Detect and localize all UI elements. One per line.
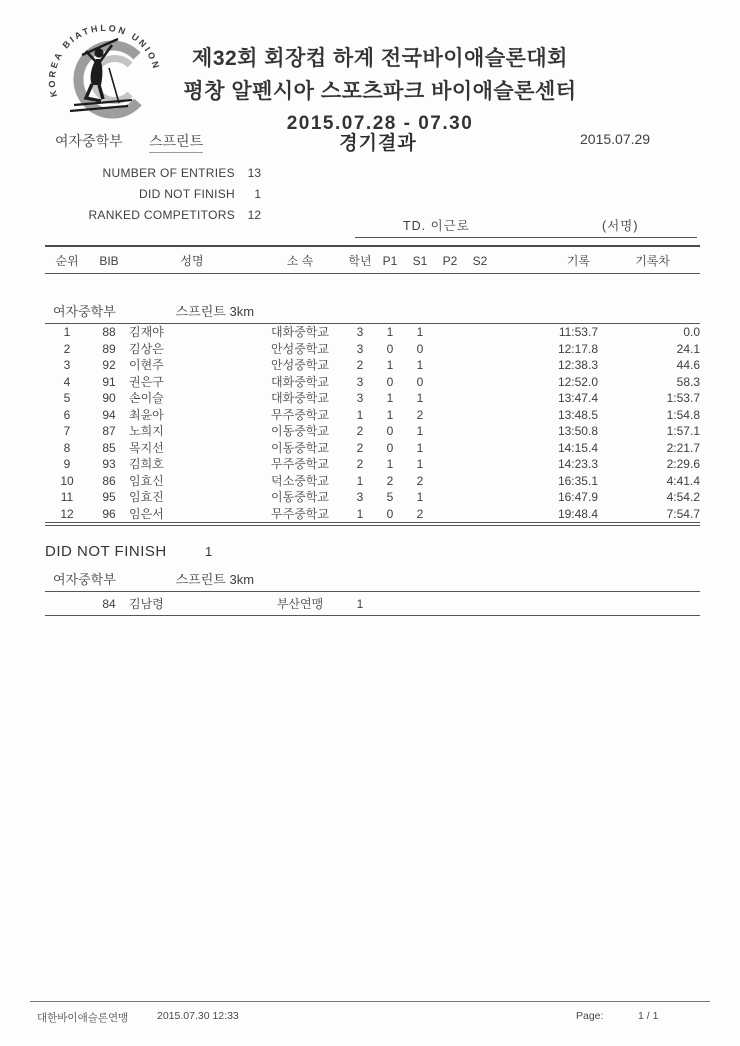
cell-diff: 1:54.8 [666, 407, 700, 422]
footer-print-timestamp: 2015.07.30 12:33 [157, 1010, 239, 1022]
cell-diff: 24.1 [676, 341, 700, 356]
cell-time [495, 592, 598, 616]
cell-p2 [435, 374, 465, 391]
cell-p1: 0 [386, 424, 394, 438]
table-row [45, 489, 700, 506]
cell-s1: 1 [416, 391, 424, 405]
cell-s1: 2 [416, 473, 424, 488]
cell-rank: 8 [63, 440, 71, 455]
cell-grade: 1 [356, 506, 364, 521]
cell-time: 12:38.3 [557, 358, 598, 372]
cell-grade: 1 [356, 473, 364, 488]
cell-bib: 89 [102, 341, 116, 356]
cell-rank: 12 [60, 506, 74, 521]
cell-team: 이동중학교 [271, 424, 329, 438]
dnf-section-division: 여자중학부 [53, 572, 116, 587]
footer-page-value: 1 / 1 [638, 1010, 659, 1022]
cell-p2 [435, 390, 465, 407]
cell-p2 [435, 456, 465, 473]
cell-rank: 5 [63, 391, 71, 405]
cell-p2 [435, 357, 465, 374]
table-row [45, 341, 700, 358]
cell-p1: 0 [386, 506, 394, 521]
table-row [45, 440, 700, 457]
cell-name: 임효신 [129, 473, 164, 488]
event-title: 제32회 회장컵 하계 전국바이애슬론대회 [192, 47, 568, 70]
cell-bib: 86 [102, 473, 116, 488]
cell-bib: 95 [102, 490, 116, 504]
cell-diff: 58.3 [676, 374, 700, 389]
results-table-body [45, 274, 700, 525]
table-row [45, 324, 700, 341]
cell-s1: 0 [416, 341, 424, 356]
cell-s2 [465, 324, 495, 341]
cell-p2 [435, 489, 465, 506]
cell-name: 김희호 [129, 457, 164, 471]
event-venue: 평창 알펜시아 스포츠파크 바이애슬론센터 [183, 80, 577, 103]
cell-bib: 96 [102, 506, 116, 521]
cell-s1: 1 [416, 490, 424, 504]
cell-grade: 3 [356, 490, 364, 504]
cell-p1 [375, 592, 405, 616]
cell-team: 무주중학교 [271, 407, 329, 422]
cell-p2 [435, 473, 465, 490]
cell-time: 14:23.3 [557, 457, 598, 471]
stat-entries [45, 163, 275, 184]
cell-name: 노희지 [129, 424, 164, 438]
stat-ranked-label: RANKED COMPETITORS [88, 208, 235, 222]
stat-dnf-value: 1 [254, 187, 261, 201]
footer-organization: 대한바이애슬론연맹 [37, 1012, 129, 1024]
cell-time: 16:35.1 [557, 473, 598, 488]
section-division: 여자중학부 [53, 304, 116, 319]
cell-p1: 0 [386, 440, 394, 455]
event-dates: 2015.07.28 - 07.30 [286, 113, 474, 134]
cell-team: 덕소중학교 [271, 473, 329, 488]
cell-name: 목지선 [129, 440, 164, 455]
cell-p1: 1 [386, 325, 394, 339]
col-bib: BIB [89, 246, 129, 274]
col-grade: 학년 [345, 246, 375, 274]
cell-p1: 1 [386, 407, 394, 422]
results-table [45, 245, 700, 526]
stat-ranked [45, 205, 275, 226]
cell-name: 권은구 [129, 374, 164, 389]
cell-bib: 84 [89, 592, 129, 616]
cell-s2 [465, 390, 495, 407]
cell-diff: 4:54.2 [666, 490, 700, 504]
stat-entries-label: NUMBER OF ENTRIES [102, 166, 235, 180]
cell-team: 안성중학교 [271, 341, 329, 356]
col-p1: P1 [375, 246, 405, 274]
stat-dnf [45, 184, 275, 205]
cell-time: 13:47.4 [557, 391, 598, 405]
cell-time: 13:48.5 [557, 407, 598, 422]
cell-time: 19:48.4 [557, 506, 598, 521]
cell-bib: 92 [102, 358, 116, 372]
cell-diff: 1:53.7 [666, 391, 700, 405]
cell-s1: 1 [416, 358, 424, 372]
cell-diff [598, 592, 700, 616]
cell-name: 김상은 [129, 341, 164, 356]
discipline-label: 스프린트 [149, 131, 203, 153]
cell-p2 [435, 407, 465, 424]
table-row [45, 473, 700, 490]
col-diff: 기록차 [598, 246, 700, 274]
cell-name: 임효진 [129, 490, 164, 504]
cell-team: 부산연맹 [255, 592, 345, 616]
cell-bib: 87 [102, 424, 116, 438]
table-row [45, 357, 700, 374]
dnf-table [45, 566, 700, 616]
dnf-title: DID NOT FINISH [45, 543, 167, 560]
cell-s2 [465, 456, 495, 473]
cell-bib: 85 [102, 440, 116, 455]
cell-p2 [435, 592, 465, 616]
cell-name: 이현주 [129, 358, 164, 372]
cell-s1: 1 [416, 457, 424, 471]
cell-team: 이동중학교 [271, 490, 329, 504]
cell-rank: 3 [63, 358, 71, 372]
cell-team: 대화중학교 [271, 391, 329, 405]
col-s2: S2 [465, 246, 495, 274]
cell-p1: 0 [386, 374, 394, 389]
col-rank: 순위 [45, 246, 89, 274]
cell-bib: 88 [102, 325, 116, 339]
section-event: 스프린트 3km [175, 304, 255, 319]
cell-grade: 1 [345, 592, 375, 616]
stat-ranked-value: 12 [247, 208, 261, 222]
cell-team: 대화중학교 [271, 374, 329, 389]
cell-team: 대화중학교 [271, 325, 329, 339]
cell-p2 [435, 341, 465, 358]
cell-s2 [465, 489, 495, 506]
cell-name: 김재야 [129, 325, 164, 339]
cell-rank: 6 [63, 407, 71, 422]
cell-s2 [465, 357, 495, 374]
division-label: 여자중학부 [55, 133, 123, 149]
table-row [45, 423, 700, 440]
entry-statistics [45, 163, 275, 226]
cell-s2 [465, 374, 495, 391]
page-footer [30, 1001, 710, 1028]
cell-bib: 94 [102, 407, 116, 422]
cell-s2 [465, 341, 495, 358]
cell-grade: 2 [356, 358, 364, 372]
cell-p2 [435, 506, 465, 525]
cell-diff: 7:54.7 [666, 506, 700, 521]
subheader [0, 128, 740, 152]
cell-rank [45, 592, 89, 616]
result-date: 2015.07.29 [580, 131, 651, 147]
signature-label: (서명) [602, 219, 639, 233]
cell-s2 [465, 506, 495, 525]
logo-circle-text: KOREA BIATHLON UNION [46, 22, 162, 99]
cell-time: 12:52.0 [557, 374, 598, 389]
cell-time: 14:15.4 [557, 440, 598, 455]
col-team: 소 속 [255, 246, 345, 274]
dnf-table-body [45, 566, 700, 615]
cell-time: 11:53.7 [558, 325, 598, 339]
cell-team: 안성중학교 [271, 358, 329, 372]
cell-s2 [465, 592, 495, 616]
cell-p1: 0 [386, 341, 394, 356]
cell-bib: 90 [102, 391, 116, 405]
cell-team: 무주중학교 [271, 457, 329, 471]
cell-rank: 11 [60, 490, 74, 504]
cell-s1: 0 [416, 374, 424, 389]
cell-s1: 1 [416, 424, 424, 438]
cell-p2 [435, 423, 465, 440]
cell-grade: 3 [356, 374, 364, 389]
cell-s1: 1 [416, 440, 424, 455]
col-p2: P2 [435, 246, 465, 274]
col-time: 기록 [495, 246, 598, 274]
cell-rank: 4 [63, 374, 71, 389]
event-title-block [120, 42, 640, 140]
cell-p2 [435, 324, 465, 341]
cell-rank: 10 [60, 473, 74, 488]
cell-s2 [465, 473, 495, 490]
cell-name: 김남령 [129, 592, 255, 616]
footer-page-label: Page: [576, 1010, 604, 1022]
table-row [45, 456, 700, 473]
cell-s1: 2 [416, 407, 424, 422]
stat-dnf-label: DID NOT FINISH [139, 187, 235, 201]
td-signature-line [355, 219, 697, 238]
col-s1: S1 [405, 246, 435, 274]
cell-s1 [405, 592, 435, 616]
cell-rank: 2 [63, 341, 71, 356]
cell-grade: 2 [356, 424, 364, 438]
cell-p1: 5 [386, 490, 394, 504]
cell-diff: 1:57.1 [666, 424, 700, 438]
dnf-heading [45, 543, 213, 560]
dnf-section-row [45, 566, 700, 592]
cell-team: 이동중학교 [271, 440, 329, 455]
table-row [45, 374, 700, 391]
col-name: 성명 [129, 246, 255, 274]
cell-p1: 1 [386, 358, 394, 372]
dnf-section-event: 스프린트 3km [175, 572, 255, 587]
cell-p1: 1 [386, 391, 394, 405]
cell-time: 16:47.9 [557, 490, 598, 504]
cell-p2 [435, 440, 465, 457]
cell-diff: 44.6 [676, 358, 700, 372]
dnf-count: 1 [205, 544, 213, 559]
cell-rank: 1 [63, 325, 71, 339]
cell-grade: 2 [356, 440, 364, 455]
cell-diff: 2:21.7 [666, 440, 700, 455]
cell-s2 [465, 440, 495, 457]
td-name: TD. 이근로 [403, 219, 470, 233]
table-row [45, 592, 700, 616]
cell-s1: 1 [416, 325, 424, 339]
cell-rank: 9 [63, 457, 71, 471]
cell-grade: 3 [356, 391, 364, 405]
cell-time: 12:17.8 [557, 341, 598, 356]
stat-entries-value: 13 [247, 166, 261, 180]
cell-s1: 2 [416, 506, 424, 521]
cell-diff: 0.0 [683, 325, 700, 339]
cell-grade: 2 [356, 457, 364, 471]
cell-diff: 2:29.6 [666, 457, 700, 471]
cell-p1: 1 [386, 457, 394, 471]
cell-p1: 2 [386, 473, 394, 488]
cell-rank: 7 [63, 424, 71, 438]
cell-time: 13:50.8 [557, 424, 598, 438]
cell-s2 [465, 423, 495, 440]
cell-bib: 91 [102, 374, 116, 389]
cell-grade: 3 [356, 341, 364, 356]
table-row [45, 390, 700, 407]
section-row [45, 274, 700, 324]
cell-grade: 3 [356, 325, 364, 339]
document-title: 경기결과 [339, 133, 417, 154]
results-table-header [45, 246, 700, 274]
cell-diff: 4:41.4 [666, 473, 700, 488]
cell-name: 최윤아 [129, 407, 164, 422]
cell-team: 무주중학교 [271, 506, 329, 521]
cell-bib: 93 [102, 457, 116, 471]
table-row [45, 407, 700, 424]
table-row [45, 506, 700, 525]
cell-s2 [465, 407, 495, 424]
cell-grade: 1 [356, 407, 364, 422]
cell-name: 임은서 [129, 506, 164, 521]
cell-name: 손이슬 [129, 391, 164, 405]
